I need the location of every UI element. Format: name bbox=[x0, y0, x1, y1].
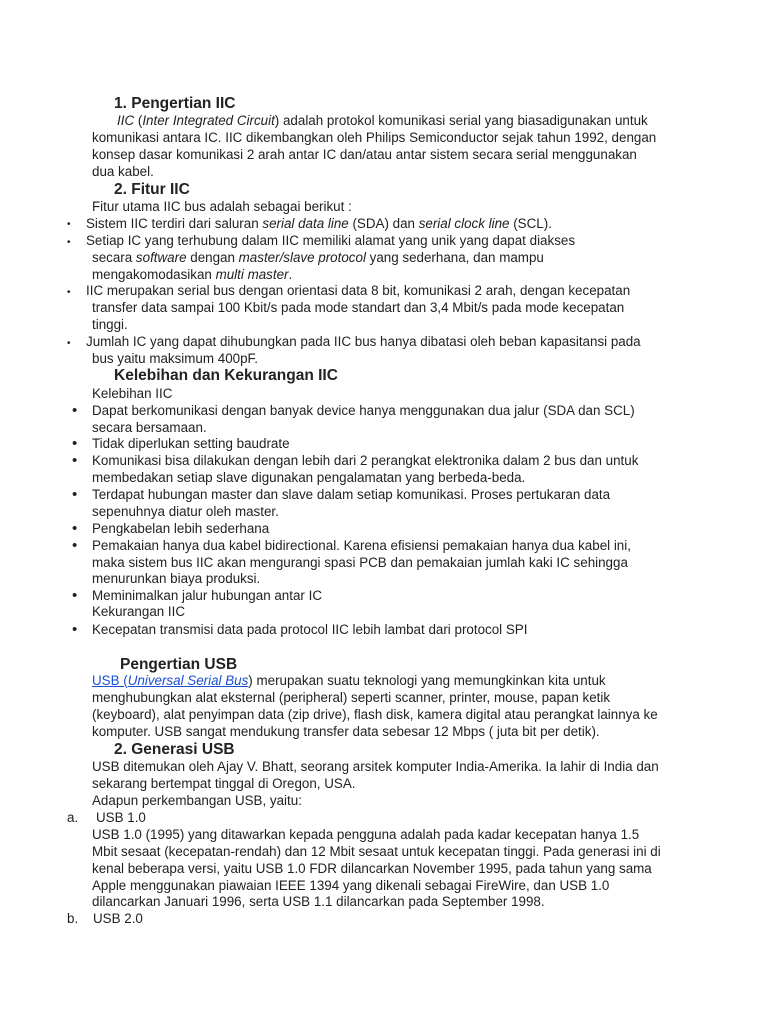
fitur-bullet-3-line-1: IIC merupakan serial bus dengan orientasi data 8 bit, komunikasi 2 arah, dengan kecepatan bbox=[86, 283, 631, 298]
s1-line-1 bbox=[117, 112, 648, 129]
kelebihan-7: Meminimalkan jalur hubungan antar IC bbox=[92, 588, 322, 603]
generasi-line-2: sekarang bertempat tinggal di Oregon, USA. bbox=[92, 776, 356, 791]
text-run: ) merupakan suatu teknologi yang memungkinkan kita untuk bbox=[248, 673, 606, 688]
generasi-line-1: USB ditemukan oleh Ajay V. Bhatt, seorang arsitek komputer India-Amerika. Ia lahir di India dan bbox=[92, 759, 659, 774]
usb-1-0-line-1: USB 1.0 (1995) yang ditawarkan kepada pengguna adalah pada kadar kecepatan hanya 1.5 bbox=[92, 827, 640, 842]
bullet-marker: • bbox=[72, 587, 78, 604]
fitur-intro: Fitur utama IIC bus adalah sebagai berikut : bbox=[92, 199, 352, 214]
kelebihan-5: Pengkabelan lebih sederhana bbox=[92, 521, 270, 536]
kekurangan-1: Kecepatan transmisi data pada protocol IIC lebih lambat dari protocol SPI bbox=[92, 622, 528, 637]
text-run: Sistem IIC terdiri dari saluran bbox=[86, 216, 263, 231]
usb-1-0-line-4: Apple menggunakan piawaian IEEE 1394 yang dikenali sebagai FireWire, dan USB 1.0 bbox=[92, 878, 610, 893]
usb-line-2: menghubungkan alat eksternal (peripheral) seperti scanner, printer, mouse, papan ketik bbox=[92, 690, 611, 705]
bullet-marker: • bbox=[72, 452, 78, 469]
usb-1-0-line-3: kenal beberapa versi, yaitu USB 1.0 FDR dilancarkan November 1995, pada tahun yang sama bbox=[92, 861, 652, 876]
kelebihan-6-line-3: menurunkan biaya produksi. bbox=[92, 571, 261, 586]
bullet-marker: • bbox=[67, 338, 71, 349]
s1-line-4: dua kabel. bbox=[92, 164, 154, 179]
text-run: ) adalah protokol komunikasi serial yang biasadigunakan untuk bbox=[274, 113, 648, 128]
text-run: yang sederhana, dan mampu bbox=[365, 250, 544, 265]
fitur-bullet-2-line-1: Setiap IC yang terhubung dalam IIC memiliki alamat yang unik yang dapat diakses bbox=[86, 233, 576, 248]
kelebihan-1-line-1: Dapat berkomunikasi dengan banyak device hanya menggunakan dua jalur (SDA dan SCL) bbox=[92, 403, 635, 418]
fitur-bullet-3-line-3: tinggi. bbox=[92, 317, 128, 332]
usb-2-0-label: USB 2.0 bbox=[93, 911, 143, 926]
term-iic: IIC bbox=[117, 113, 135, 128]
fitur-bullet-3-line-2: transfer data sampai 100 Kbit/s pada mode standart dan 3,4 Mbit/s pada mode kecepatan bbox=[92, 300, 625, 315]
kelebihan-6-line-1: Pemakaian hanya dua kabel bidirectional. Karena efisiensi pemakaian hanya dua kabel ini, bbox=[92, 538, 631, 553]
generasi-line-3: Adapun perkembangan USB, yaitu: bbox=[92, 793, 302, 808]
bullet-marker: • bbox=[72, 486, 78, 503]
bullet-marker: • bbox=[72, 435, 78, 452]
term-master-slave-protocol: master/slave protocol bbox=[238, 250, 366, 265]
term-serial-clock-line: serial clock line bbox=[418, 216, 510, 231]
term-serial-data-line: serial data line bbox=[262, 216, 349, 231]
usb-1-0-label: USB 1.0 bbox=[96, 810, 146, 825]
term-software: software bbox=[135, 250, 187, 265]
text-run: (SCL). bbox=[509, 216, 552, 231]
term-inter-integrated-circuit: Inter Integrated Circuit bbox=[142, 113, 275, 128]
s1-line-2: komunikasi antara IC. IIC dikembangkan oleh Philips Semiconductor sejak tahun 1992, dengan bbox=[92, 130, 657, 145]
usb-1-0-line-2: Mbit sesaat (kecepatan-rendah) dan 12 Mbit sesaat untuk kecepatan tinggi. Pada generasi ini di bbox=[92, 844, 661, 859]
kelebihan-2: Tidak diperlukan setting baudrate bbox=[92, 436, 290, 451]
fitur-bullet-2-line-3 bbox=[92, 266, 292, 283]
fitur-bullet-2-line-2 bbox=[92, 249, 544, 266]
bullet-marker: • bbox=[72, 537, 78, 554]
list-marker-b: b. bbox=[67, 911, 79, 926]
usb-link[interactable] bbox=[92, 673, 248, 688]
bullet-marker: • bbox=[67, 287, 71, 298]
subheading-kekurangan: Kekurangan IIC bbox=[92, 604, 186, 619]
text-run: secara bbox=[92, 250, 136, 265]
usb-line-1 bbox=[92, 672, 606, 689]
bullet-marker: • bbox=[72, 621, 78, 638]
kelebihan-4-line-2: sepenuhnya diatur oleh master. bbox=[92, 504, 279, 519]
link-text-italic: Universal Serial Bus bbox=[127, 673, 249, 688]
subheading-kelebihan: Kelebihan IIC bbox=[92, 386, 173, 401]
fitur-bullet-4-line-2: bus yaitu maksimum 400pF. bbox=[92, 351, 258, 366]
heading-kelebihan-kekurangan: Kelebihan dan Kekurangan IIC bbox=[114, 367, 338, 384]
s1-line-3: konsep dasar komunikasi 2 arah antar IC dan/atau antar sistem secara serial menggunakan bbox=[92, 147, 637, 162]
text-run: ( bbox=[134, 113, 143, 128]
text-run: . bbox=[288, 267, 293, 282]
usb-line-4: komputer. USB sangat mendukung transfer data sebesar 12 Mbps ( juta bit per detik). bbox=[92, 724, 600, 739]
text-run: dengan bbox=[186, 250, 239, 265]
bullet-marker: • bbox=[72, 520, 78, 537]
usb-line-3: (keyboard), alat penyimpan data (zip drive), flash disk, kamera digital atau perangkat lainnya ke bbox=[92, 707, 658, 722]
heading-pengertian-usb: Pengertian USB bbox=[120, 656, 238, 673]
kelebihan-6-line-2: maka sistem bus IIC akan mengurangi spasi PCB dan pemakaian jumlah kaki IC sehingga bbox=[92, 555, 628, 570]
kelebihan-3-line-1: Komunikasi bisa dilakukan dengan lebih dari 2 perangkat elektronika dalam 2 bus dan untuk bbox=[92, 453, 639, 468]
bullet-marker: • bbox=[67, 219, 71, 230]
heading-fitur-iic: 2. Fitur IIC bbox=[114, 181, 190, 198]
bullet-marker: • bbox=[67, 237, 71, 248]
text-run: mengakomodasikan bbox=[92, 267, 216, 282]
bullet-marker: • bbox=[72, 402, 78, 419]
usb-1-0-line-5: dilancarkan Januari 1996, serta USB 1.1 dilancarkan pada September 1998. bbox=[92, 894, 545, 909]
list-marker-a: a. bbox=[67, 810, 79, 825]
fitur-bullet-4-line-1: Jumlah IC yang dapat dihubungkan pada IIC bus hanya dibatasi oleh beban kapasitansi pada bbox=[86, 334, 641, 349]
fitur-bullet-1 bbox=[86, 215, 552, 232]
kelebihan-4-line-1: Terdapat hubungan master dan slave dalam setiap komunikasi. Proses pertukaran data bbox=[92, 487, 611, 502]
kelebihan-3-line-2: membedakan setiap slave digunakan pengalamatan yang berbeda-beda. bbox=[92, 470, 526, 485]
kelebihan-1-line-2: secara bersamaan. bbox=[92, 420, 207, 435]
link-text: ( bbox=[119, 673, 128, 688]
text-run: (SDA) dan bbox=[348, 216, 419, 231]
heading-pengertian-iic: 1. Pengertian IIC bbox=[114, 95, 236, 112]
term-multi-master: multi master bbox=[215, 267, 289, 282]
link-text: USB bbox=[92, 673, 120, 688]
heading-generasi-usb: 2. Generasi USB bbox=[114, 741, 235, 758]
